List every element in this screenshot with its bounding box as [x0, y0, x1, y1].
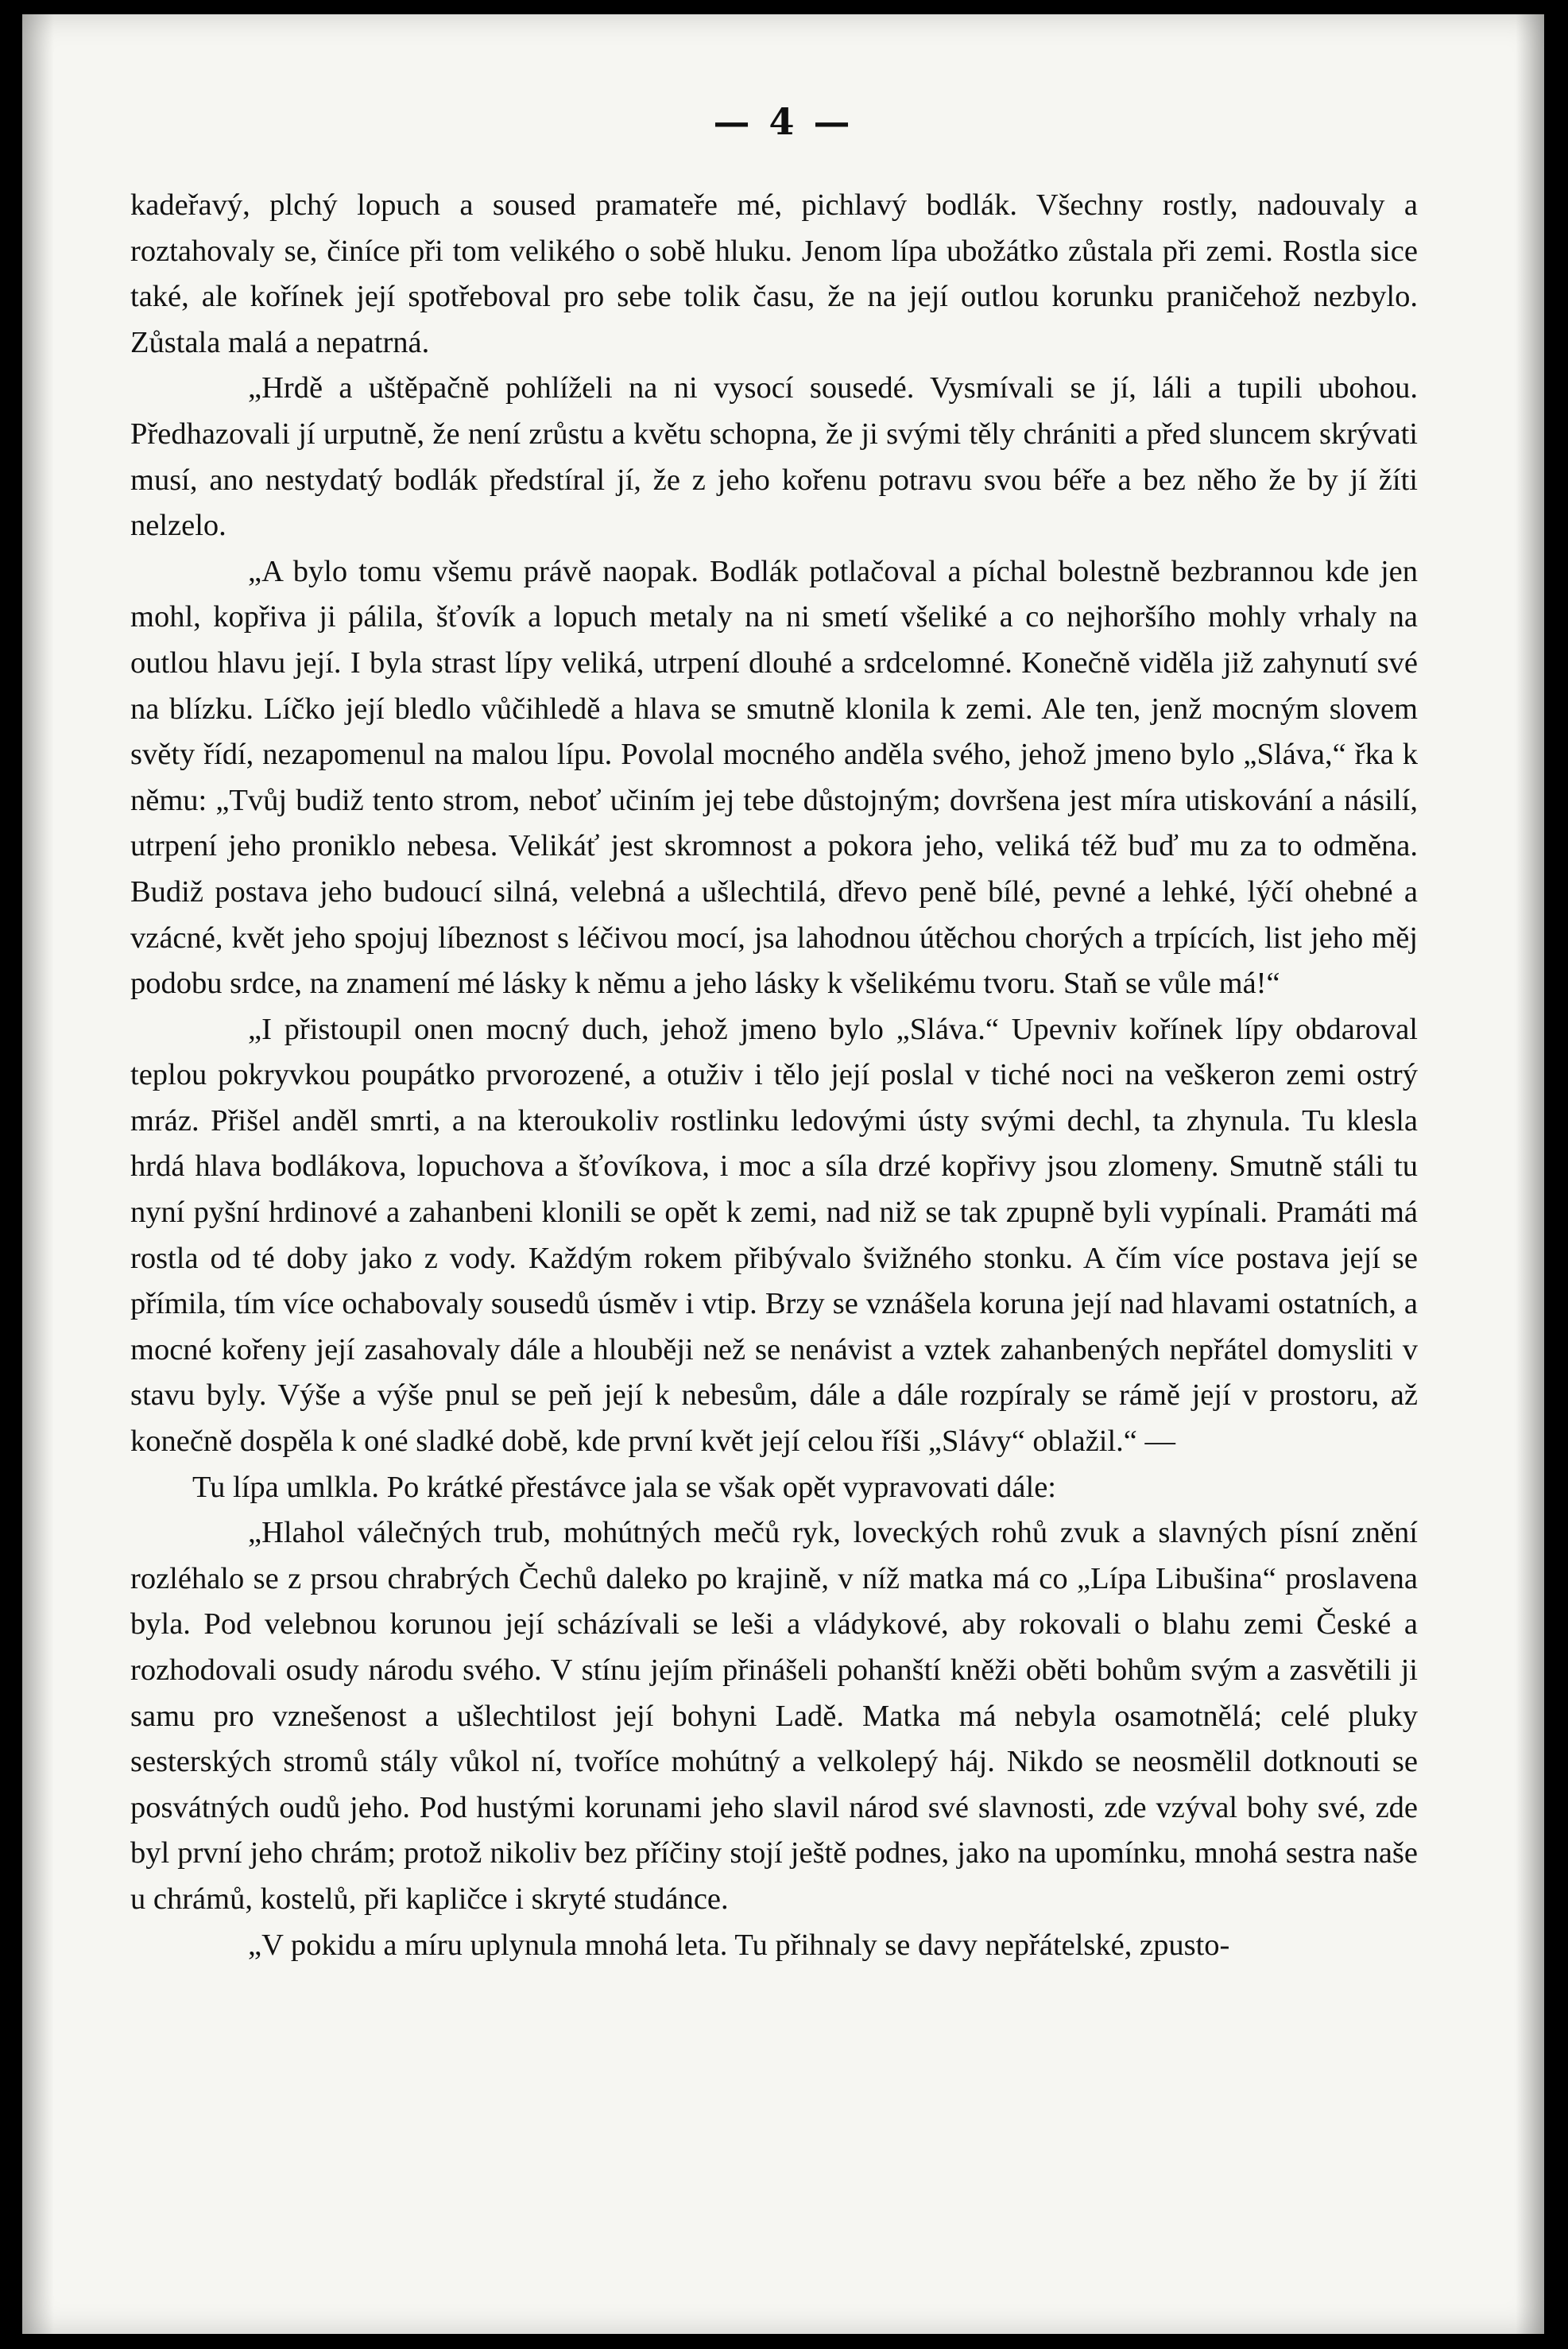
book-page [22, 14, 1544, 2334]
paragraph-4: „I přistoupil onen mocný duch, jehož jmeno bylo „Sláva.“ Upevniv kořínek lípy obdaroval teplou pokryvkou poupátko prvorozené, a otuživ i tělo její poslal v tiché noci na veškeron zemi ostrý mráz. Přišel anděl smrti, a na kteroukoliv rostlinku ledovými ústy svými dechl, ta zhynula. Tu klesla hrdá hlava bodlákova, lopuchova a šťovíkova, i moc a síla drzé kopřivy jsou zlomeny. Smutně stáli tu nyní pyšní hrdinové a zahanbeni klonili se opět k zemi, nad niž se tak zpupně byli vypínali. Pramáti má rostla od té doby jako z vody. Každým rokem přibývalo švižného stonku. A čím více postava její se přímila, tím více ochabovaly sousedů úsměv i vtip. Brzy se vznášela koruna její nad hlavami ostatních, a mocné kořeny její zasahovaly dále a hlouběji než se nenávist a vztek zahanbených nepřátel domysliti v stavu byly. Výše a výše pnul se peň její k nebesům, dále a dále rozpíraly se rámě její v prostoru, až konečně dospěla k oné sladké době, kde první květ její celou říši „Slávy“ oblažil.“ — [130, 1012, 1418, 1459]
paragraph-7: „V pokidu a míru uplynula mnohá leta. Tu přihnaly se davy nepřátelské, zpusto- [248, 1928, 1230, 1962]
page-number: — 4 — [713, 100, 854, 143]
paragraph-6: „Hlahol válečných trub, mohútných mečů ryk, loveckých rohů zvuk a slavných písní znění rozléhalo se z prsou chrabrých Čechů daleko po krajině, v níž matka má co „Lípa Libušina“ proslavena byla. Pod velebnou korunou její scházívali se leši a vládykové, aby rokovali o blahu zemi České a rozhodovali osudy národu svého. V stínu jejím přinášeli pohanští kněži oběti bohům svým a zasvětili ji samu pro vznešenost a ušlechtilost její bohyni Ladě. Matka má nebyla osamotnělá; celé pluky sesterských stromů stály vůkol ní, tvoříce mohútný a velkolepý háj. Nikdo se neosmělil dotknouti se posvátných oudů jeho. Pod hustými korunami jeho slavil národ své slavnosti, zde vzýval bohy své, zde byl první jeho chrám; protož nikoliv bez příčiny stojí ještě podnes, jako na upomínku, mnohá sestra naše u chrámů, kostelů, při kapličce i skryté studánce. [130, 1516, 1418, 1916]
paragraph-2: „Hrdě a uštěpačně pohlíželi na ni vysocí sousedé. Vysmívali se jí, láli a tupili ubohou. Předhazovali jí urputně, že není zrůstu a květu schopna, že ji svými těly chrániti a před sluncem skrývati musí, ano nestydatý bodlák předstíral jí, že z jeho kořenu potravu svou béře a bez něho že by jí žíti nelzelo. [130, 371, 1418, 543]
paragraph-5: Tu lípa umlkla. Po krátké přestávce jala se však opět vypravovati dále: [192, 1470, 1056, 1504]
paragraph-1: kadeřavý, plchý lopuch a soused pramateře mé, pichlavý bodlák. Všechny rostly, nadouvaly a roztahovaly se, činíce při tom velikého o sobě hluku. Jenom lípa ubožátko zůstala při zemi. Rostla sice také, ale kořínek její spotřeboval pro sebe tolik času, že na její outlou korunku praničehož nezbylo. Zůstala malá a nepatrná. [130, 188, 1418, 359]
page-text [130, 183, 1418, 1968]
paragraph-3: „A bylo tomu všemu právě naopak. Bodlák potlačoval a píchal bolestně bezbrannou kde jen mohl, kopřiva ji pálila, šťovík a lopuch metaly na ni smetí všeliké a co nejhoršího mohly vrhaly na outlou hlavu její. I byla strast lípy veliká, utrpení dlouhé a srdcelomné. Konečně viděla již zahynutí své na blízku. Líčko její bledlo vůčihledě a hlava se smutně klonila k zemi. Ale ten, jenž mocným slovem světy řídí, nezapomenul na malou lípu. Povolal mocného anděla svého, jehož jmeno bylo „Sláva,“ řka k němu: „Tvůj budiž tento strom, neboť učiním jej tebe důstojným; dovršena jest míra utiskování a násilí, utrpení jeho proniklo nebesa. Velikáť jest skromnost a pokora jeho, veliká též buď mu za to odměna. Budiž postava jeho budoucí silná, velebná a ušlechtilá, dřevo peně bílé, pevné a lehké, lýčí ohebné a vzácné, květ jeho spojuj líbeznost s léčivou mocí, jsa lahodnou útěchou chorých a trpících, list jeho měj podobu srdce, na znamení mé lásky k němu a jeho lásky k všelikému tvoru. Staň se vůle má!“ [130, 554, 1418, 1001]
